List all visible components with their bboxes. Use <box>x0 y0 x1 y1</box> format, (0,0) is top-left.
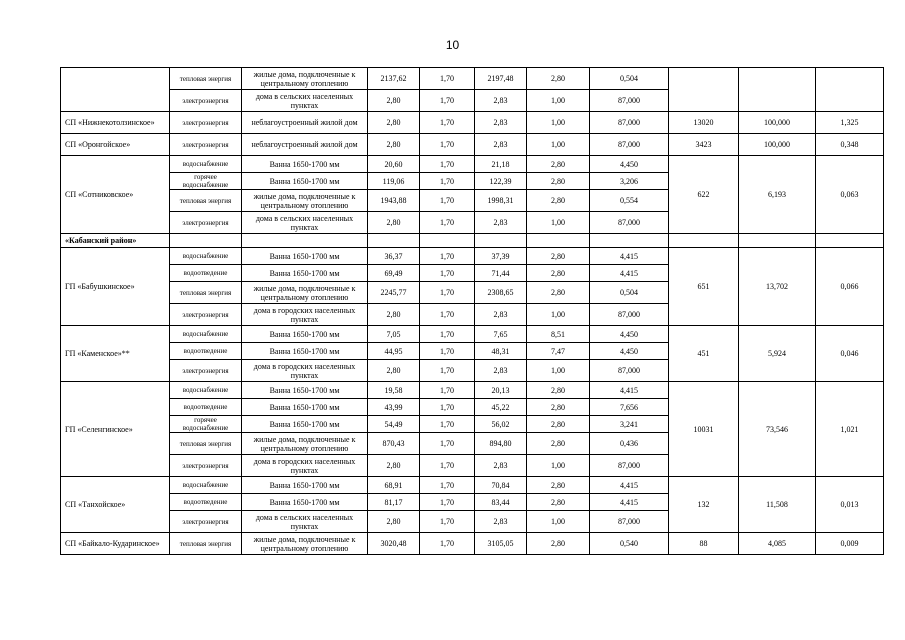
resource-type: электроэнергия <box>170 304 242 326</box>
value-c5: 83,44 <box>475 494 527 511</box>
value-c3: 44,95 <box>368 343 420 360</box>
settlement-value-3: 1,325 <box>816 112 884 134</box>
value-c6: 7,47 <box>527 343 590 360</box>
value-c6: 2,80 <box>527 416 590 433</box>
settlement-value-2: 5,924 <box>739 326 816 382</box>
settlement-value-1: 88 <box>669 533 739 555</box>
settlement-value-2: 100,000 <box>739 134 816 156</box>
settlement-value-3: 0,009 <box>816 533 884 555</box>
value-c6: 1,00 <box>527 360 590 382</box>
value-c4: 1,70 <box>420 533 475 555</box>
settlement-name: СП «Нижнекотолзинское» <box>61 112 170 134</box>
value-c6: 8,51 <box>527 326 590 343</box>
resource-type: водоснабжение <box>170 326 242 343</box>
table-row <box>61 477 884 494</box>
consumer-object: Ванна 1650-1700 мм <box>242 248 368 265</box>
resource-type: горячее водоснабжение <box>170 173 242 190</box>
table-row <box>61 112 884 134</box>
resource-type: тепловая энергия <box>170 68 242 90</box>
value-c5: 2,83 <box>475 360 527 382</box>
value-c3: 2,80 <box>368 212 420 234</box>
value-c4: 1,70 <box>420 173 475 190</box>
empty-cell <box>475 234 527 248</box>
empty-cell <box>170 234 242 248</box>
value-c4: 1,70 <box>420 494 475 511</box>
value-c7: 4,450 <box>590 156 669 173</box>
value-c6: 2,80 <box>527 399 590 416</box>
resource-type: водоотведение <box>170 265 242 282</box>
value-c4: 1,70 <box>420 68 475 90</box>
value-c4: 1,70 <box>420 304 475 326</box>
consumer-object: Ванна 1650-1700 мм <box>242 494 368 511</box>
value-c6: 2,80 <box>527 248 590 265</box>
value-c6: 1,00 <box>527 112 590 134</box>
consumer-object: Ванна 1650-1700 мм <box>242 326 368 343</box>
value-c5: 2,83 <box>475 90 527 112</box>
value-c3: 43,99 <box>368 399 420 416</box>
resource-type: электроэнергия <box>170 212 242 234</box>
consumer-object: жилые дома, подключенные к центральному отоплению <box>242 533 368 555</box>
empty-cell <box>420 234 475 248</box>
value-c4: 1,70 <box>420 455 475 477</box>
value-c7: 87,000 <box>590 90 669 112</box>
value-c3: 68,91 <box>368 477 420 494</box>
value-c5: 122,39 <box>475 173 527 190</box>
value-c5: 2,83 <box>475 112 527 134</box>
table-body <box>61 68 884 555</box>
value-c3: 119,06 <box>368 173 420 190</box>
resource-type: водоснабжение <box>170 248 242 265</box>
table-row <box>61 533 884 555</box>
value-c7: 4,415 <box>590 382 669 399</box>
settlement-value-3: 0,348 <box>816 134 884 156</box>
value-c4: 1,70 <box>420 511 475 533</box>
value-c6: 2,80 <box>527 173 590 190</box>
table-row <box>61 248 884 265</box>
value-c5: 1998,31 <box>475 190 527 212</box>
settlement-value-1: 451 <box>669 326 739 382</box>
settlement-name: СП «Байкало-Кударинское» <box>61 533 170 555</box>
value-c6: 1,00 <box>527 134 590 156</box>
table-row <box>61 68 884 90</box>
value-c4: 1,70 <box>420 343 475 360</box>
empty-cell <box>242 234 368 248</box>
value-c7: 4,415 <box>590 494 669 511</box>
resource-type: электроэнергия <box>170 134 242 156</box>
value-c6: 2,80 <box>527 190 590 212</box>
table-row <box>61 382 884 399</box>
value-c7: 3,206 <box>590 173 669 190</box>
value-c5: 56,02 <box>475 416 527 433</box>
consumer-object: Ванна 1650-1700 мм <box>242 173 368 190</box>
value-c3: 69,49 <box>368 265 420 282</box>
settlement-value-3 <box>816 68 884 112</box>
settlement-value-2: 100,000 <box>739 112 816 134</box>
value-c4: 1,70 <box>420 282 475 304</box>
value-c3: 2245,77 <box>368 282 420 304</box>
table-row <box>61 134 884 156</box>
value-c4: 1,70 <box>420 360 475 382</box>
value-c3: 2,80 <box>368 360 420 382</box>
value-c5: 21,18 <box>475 156 527 173</box>
value-c3: 3020,48 <box>368 533 420 555</box>
settlement-value-2: 4,085 <box>739 533 816 555</box>
value-c7: 87,000 <box>590 455 669 477</box>
section-heading: «Кабанский район» <box>61 234 170 248</box>
value-c7: 87,000 <box>590 134 669 156</box>
consumer-object: Ванна 1650-1700 мм <box>242 416 368 433</box>
value-c7: 87,000 <box>590 212 669 234</box>
resource-type: водоснабжение <box>170 156 242 173</box>
value-c7: 0,504 <box>590 68 669 90</box>
value-c6: 2,80 <box>527 68 590 90</box>
value-c4: 1,70 <box>420 212 475 234</box>
value-c7: 0,540 <box>590 533 669 555</box>
settlement-value-2 <box>739 68 816 112</box>
table-row <box>61 326 884 343</box>
settlement-value-1: 10031 <box>669 382 739 477</box>
settlement-value-3: 0,013 <box>816 477 884 533</box>
value-c4: 1,70 <box>420 112 475 134</box>
consumer-object: неблагоустроенный жилой дом <box>242 112 368 134</box>
resource-type: электроэнергия <box>170 360 242 382</box>
consumer-object: Ванна 1650-1700 мм <box>242 343 368 360</box>
value-c5: 48,31 <box>475 343 527 360</box>
value-c4: 1,70 <box>420 382 475 399</box>
resource-type: электроэнергия <box>170 455 242 477</box>
settlement-value-3: 0,066 <box>816 248 884 326</box>
value-c7: 4,415 <box>590 248 669 265</box>
settlement-value-2: 6,193 <box>739 156 816 234</box>
empty-cell <box>527 234 590 248</box>
value-c6: 2,80 <box>527 494 590 511</box>
settlement-value-1: 651 <box>669 248 739 326</box>
value-c5: 2,83 <box>475 134 527 156</box>
value-c6: 2,80 <box>527 382 590 399</box>
consumer-object: Ванна 1650-1700 мм <box>242 399 368 416</box>
consumer-object: жилые дома, подключенные к центральному отоплению <box>242 190 368 212</box>
consumer-object: дома в городских населенных пунктах <box>242 360 368 382</box>
value-c3: 2,80 <box>368 455 420 477</box>
value-c3: 1943,88 <box>368 190 420 212</box>
settlement-value-1: 13020 <box>669 112 739 134</box>
value-c4: 1,70 <box>420 326 475 343</box>
value-c4: 1,70 <box>420 90 475 112</box>
resource-type: водоснабжение <box>170 477 242 494</box>
table-row <box>61 156 884 173</box>
empty-cell <box>816 234 884 248</box>
value-c6: 2,80 <box>527 156 590 173</box>
value-c3: 2,80 <box>368 304 420 326</box>
settlement-value-1: 132 <box>669 477 739 533</box>
resource-type: электроэнергия <box>170 511 242 533</box>
value-c7: 3,241 <box>590 416 669 433</box>
value-c4: 1,70 <box>420 190 475 212</box>
consumer-object: жилые дома, подключенные к центральному отоплению <box>242 282 368 304</box>
value-c5: 45,22 <box>475 399 527 416</box>
settlement-value-1: 622 <box>669 156 739 234</box>
resource-type: тепловая энергия <box>170 533 242 555</box>
settlement-name: СП «Оронгойское» <box>61 134 170 156</box>
value-c6: 1,00 <box>527 212 590 234</box>
value-c5: 894,80 <box>475 433 527 455</box>
empty-cell <box>590 234 669 248</box>
value-c4: 1,70 <box>420 477 475 494</box>
value-c4: 1,70 <box>420 399 475 416</box>
value-c5: 2197,48 <box>475 68 527 90</box>
empty-cell <box>368 234 420 248</box>
settlement-name: ГП «Бабушкинское» <box>61 248 170 326</box>
consumer-object: дома в городских населенных пунктах <box>242 304 368 326</box>
value-c3: 7,05 <box>368 326 420 343</box>
value-c3: 20,60 <box>368 156 420 173</box>
value-c4: 1,70 <box>420 248 475 265</box>
settlement-value-2: 11,508 <box>739 477 816 533</box>
value-c7: 4,450 <box>590 343 669 360</box>
value-c3: 2,80 <box>368 112 420 134</box>
value-c6: 1,00 <box>527 90 590 112</box>
settlement-value-2: 73,546 <box>739 382 816 477</box>
value-c5: 2,83 <box>475 212 527 234</box>
settlement-value-1 <box>669 68 739 112</box>
settlement-name: ГП «Каменское»** <box>61 326 170 382</box>
value-c6: 1,00 <box>527 511 590 533</box>
value-c3: 54,49 <box>368 416 420 433</box>
value-c7: 87,000 <box>590 304 669 326</box>
settlement-value-3: 0,046 <box>816 326 884 382</box>
value-c6: 2,80 <box>527 282 590 304</box>
resource-type: водоотведение <box>170 399 242 416</box>
settlement-name: СП «Танхойское» <box>61 477 170 533</box>
value-c5: 71,44 <box>475 265 527 282</box>
value-c4: 1,70 <box>420 156 475 173</box>
resource-type: водоотведение <box>170 343 242 360</box>
empty-cell <box>739 234 816 248</box>
value-c7: 4,415 <box>590 477 669 494</box>
value-c6: 2,80 <box>527 265 590 282</box>
value-c6: 2,80 <box>527 433 590 455</box>
consumer-object: Ванна 1650-1700 мм <box>242 477 368 494</box>
consumer-object: Ванна 1650-1700 мм <box>242 265 368 282</box>
consumer-object: неблагоустроенный жилой дом <box>242 134 368 156</box>
value-c4: 1,70 <box>420 265 475 282</box>
value-c5: 2308,65 <box>475 282 527 304</box>
consumer-object: Ванна 1650-1700 мм <box>242 156 368 173</box>
value-c5: 20,13 <box>475 382 527 399</box>
value-c4: 1,70 <box>420 134 475 156</box>
value-c7: 0,504 <box>590 282 669 304</box>
settlement-value-1: 3423 <box>669 134 739 156</box>
value-c7: 0,436 <box>590 433 669 455</box>
value-c7: 7,656 <box>590 399 669 416</box>
resource-type: водоотведение <box>170 494 242 511</box>
consumer-object: дома в сельских населенных пунктах <box>242 90 368 112</box>
value-c7: 0,554 <box>590 190 669 212</box>
value-c3: 19,58 <box>368 382 420 399</box>
consumer-object: дома в сельских населенных пунктах <box>242 212 368 234</box>
resource-type: тепловая энергия <box>170 433 242 455</box>
settlement-name <box>61 68 170 112</box>
empty-cell <box>669 234 739 248</box>
settlement-name: ГП «Селенгинское» <box>61 382 170 477</box>
value-c5: 3105,05 <box>475 533 527 555</box>
resource-type: электроэнергия <box>170 112 242 134</box>
resource-type: водоснабжение <box>170 382 242 399</box>
value-c7: 87,000 <box>590 360 669 382</box>
resource-type: тепловая энергия <box>170 190 242 212</box>
section-heading-row <box>61 234 884 248</box>
value-c7: 4,450 <box>590 326 669 343</box>
consumer-object: дома в городских населенных пунктах <box>242 455 368 477</box>
value-c6: 2,80 <box>527 477 590 494</box>
value-c3: 870,43 <box>368 433 420 455</box>
value-c3: 81,17 <box>368 494 420 511</box>
value-c7: 87,000 <box>590 511 669 533</box>
value-c5: 37,39 <box>475 248 527 265</box>
value-c3: 2,80 <box>368 134 420 156</box>
value-c6: 1,00 <box>527 455 590 477</box>
resource-type: горячее водоснабжение <box>170 416 242 433</box>
value-c7: 87,000 <box>590 112 669 134</box>
value-c4: 1,70 <box>420 433 475 455</box>
value-c3: 2137,62 <box>368 68 420 90</box>
resource-type: тепловая энергия <box>170 282 242 304</box>
settlement-name: СП «Сотниковское» <box>61 156 170 234</box>
value-c3: 2,80 <box>368 511 420 533</box>
value-c7: 4,415 <box>590 265 669 282</box>
value-c5: 2,83 <box>475 511 527 533</box>
value-c5: 7,65 <box>475 326 527 343</box>
settlement-value-3: 0,063 <box>816 156 884 234</box>
settlement-value-3: 1,021 <box>816 382 884 477</box>
consumer-object: жилые дома, подключенные к центральному отоплению <box>242 433 368 455</box>
value-c5: 70,84 <box>475 477 527 494</box>
page-number: 10 <box>445 38 460 52</box>
consumer-object: жилые дома, подключенные к центральному отоплению <box>242 68 368 90</box>
value-c3: 36,37 <box>368 248 420 265</box>
consumer-object: дома в сельских населенных пунктах <box>242 511 368 533</box>
resource-type: электроэнергия <box>170 90 242 112</box>
settlement-value-2: 13,702 <box>739 248 816 326</box>
value-c6: 1,00 <box>527 304 590 326</box>
value-c5: 2,83 <box>475 304 527 326</box>
value-c3: 2,80 <box>368 90 420 112</box>
value-c5: 2,83 <box>475 455 527 477</box>
value-c6: 2,80 <box>527 533 590 555</box>
consumer-object: Ванна 1650-1700 мм <box>242 382 368 399</box>
value-c4: 1,70 <box>420 416 475 433</box>
tariff-table <box>60 67 884 555</box>
